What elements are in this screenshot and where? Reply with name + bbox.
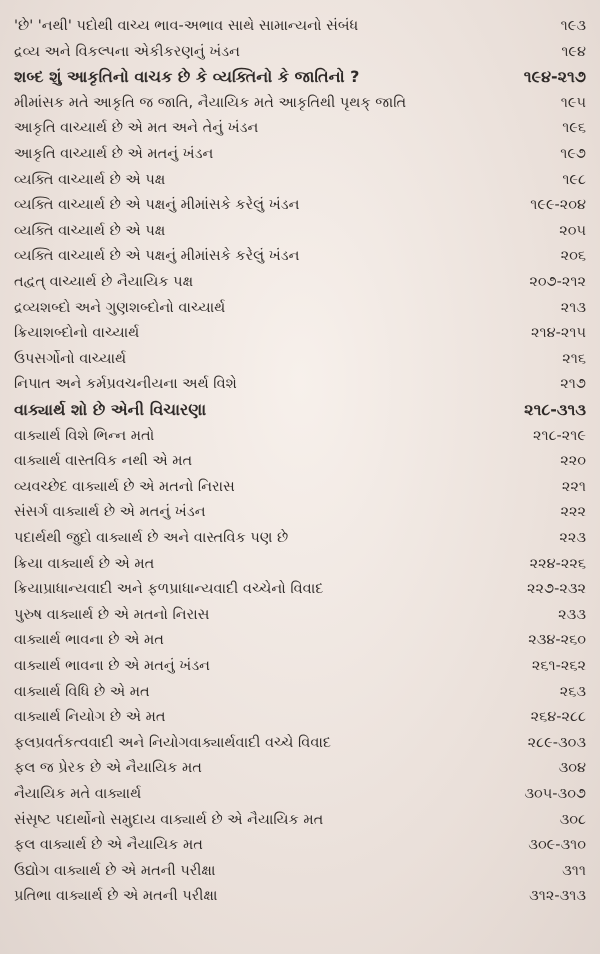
toc-entry-title: નૈયાયિક મતે વાક્યાર્થ <box>14 786 142 802</box>
toc-entry-page: ૨૬૪-૨૮૮ <box>530 709 586 726</box>
toc-entry-title: વાક્યાર્થ વિશે ભિન્ન મતો <box>14 427 155 444</box>
toc-entry-page: ૧૯૬ <box>562 120 586 137</box>
toc-entry-title: નિપાત અને કર્મપ્રવચનીયના અર્થ વિશે <box>14 376 237 393</box>
toc-entry-page: ૨૧૮-૨૧૯ <box>532 427 586 444</box>
toc-entry-title: આકૃતિ વાચ્યાર્થ છે એ મત અને તેનું ખંડન <box>14 120 259 137</box>
toc-entry-page: ૨૧૮-૩૧૩ <box>524 400 586 419</box>
toc-entry-page: ૧૯૯-૨૦૪ <box>530 197 586 214</box>
toc-entry <box>14 451 586 471</box>
toc-entry-title: ક્રિયા વાક્યાર્થ છે એ મત <box>14 555 155 572</box>
toc-entry <box>14 246 586 266</box>
toc-entry-title: મીમાંસક મતે આકૃતિ જ જાતિ, નૈયાયિક મતે આકૃતિથી પૃથક્ જાતિ <box>14 94 407 111</box>
toc-entry <box>14 810 586 830</box>
toc-entry-title: વાક્યાર્થ વિધિ છે એ મત <box>14 683 150 700</box>
toc-entry-page: ૧૯૩ <box>560 18 586 34</box>
toc-entry-page: ૧૯૪-૨૧૭ <box>523 67 586 87</box>
toc-entry <box>14 42 586 62</box>
toc-entry <box>14 707 586 727</box>
toc-entry-page: ૨૦૭-૨૧૨ <box>529 274 586 290</box>
toc-entry-page: ૨૨૦ <box>560 453 586 470</box>
toc-entry-page: ૧૯૪ <box>561 43 586 60</box>
toc-entry-page: ૨૨૩ <box>559 530 586 546</box>
toc-entry <box>14 528 586 548</box>
toc-section-heading <box>14 400 586 420</box>
toc-entry <box>14 16 586 36</box>
toc-entry <box>14 605 586 625</box>
toc-entry <box>14 272 586 292</box>
toc-entry <box>14 733 586 753</box>
toc-entry-title: સંસર્ગ વાક્યાર્થ છે એ મતનું ખંડન <box>14 504 206 521</box>
toc-entry <box>14 656 586 676</box>
toc-entry-page: ૨૦૫ <box>559 222 586 239</box>
toc-entry-title: દ્રવ્ય અને વિકલ્પના એકીકરણનું ખંડન <box>14 43 240 60</box>
toc-entry-title: પુરુષ વાક્યાર્થ છે એ મતનો નિરાસ <box>14 606 210 623</box>
toc-entry-page: ૨૬૩ <box>559 683 586 700</box>
toc-entry-title: પદાર્થથી જુદો વાક્યાર્થ છે અને વાસ્તવિક પણ છે <box>14 530 289 546</box>
toc-entry-title: ફલપ્રવર્તકત્વવાદી અને નિયોગવાક્યાર્થવાદી વચ્ચે વિવાદ <box>14 734 332 751</box>
toc-entry <box>14 502 586 522</box>
toc-entry <box>14 579 586 599</box>
toc-entry-page: ૨૦૬ <box>560 248 586 265</box>
toc-entry-title: વાક્યાર્થ શો છે એની વિચારણા <box>14 400 207 419</box>
toc-entry-title: વ્યવચ્છેદ વાક્યાર્થ છે એ મતનો નિરાસ <box>14 478 235 495</box>
toc-entry-title: ફલ વાક્યાર્થ છે એ નૈયાયિક મત <box>14 837 203 854</box>
toc-entry <box>14 323 586 343</box>
toc-entry-title: વ્યક્તિ વાચ્યાર્થ છે એ પક્ષ <box>14 222 166 239</box>
toc-entry-page: ૨૧૭ <box>560 376 586 393</box>
toc-entry-page: ૧૯૫ <box>560 94 586 111</box>
toc-entry-title: ક્રિયાપ્રાધાન્યવાદી અને ફળપ્રાધાન્યવાદી વચ્ચેનો વિવાદ <box>14 581 324 598</box>
toc-entry-title: ક્રિયાશબ્દોનો વાચ્યાર્થ <box>14 325 140 342</box>
toc-entry <box>14 682 586 702</box>
toc-entry-page: ૨૧૩ <box>560 299 586 316</box>
toc-entry-page: ૨૨૧ <box>561 478 586 495</box>
toc-section-heading <box>14 67 586 87</box>
toc-entry <box>14 554 586 574</box>
toc-entry-title: તદ્વત્ વાચ્યાર્થ છે નૈયાયિક પક્ષ <box>14 274 194 290</box>
toc-entry <box>14 477 586 497</box>
toc-entry <box>14 170 586 190</box>
toc-entry-page: ૨૬૧-૨૬૨ <box>531 658 586 674</box>
toc-entry <box>14 195 586 215</box>
toc-entry-page: ૩૦૫-૩૦૭ <box>524 786 586 802</box>
toc-entry <box>14 886 586 906</box>
toc-entry-page: ૩૧૨-૩૧૩ <box>529 888 586 905</box>
toc-entry-title: ઉપસર્ગોનો વાચ્યાર્થ <box>14 350 127 367</box>
toc-entry-title: વાક્યાર્થ ભાવના છે એ મત <box>14 632 164 649</box>
toc-entry <box>14 784 586 804</box>
toc-entry-title: આકૃતિ વાચ્યાર્થ છે એ મતનું ખંડન <box>14 146 214 162</box>
toc-entry-page: ૨૩૩ <box>558 606 586 623</box>
toc-entry-title: વ્યક્તિ વાચ્યાર્થ છે એ પક્ષનું મીમાંસકે કરેલું ખંડન <box>14 248 300 265</box>
toc-entry <box>14 374 586 394</box>
toc-entry-page: ૨૩૪-૨૬૦ <box>528 632 586 649</box>
toc-entry <box>14 758 586 778</box>
toc-entry <box>14 118 586 138</box>
toc-entry <box>14 298 586 318</box>
toc-entry-page: ૨૧૪-૨૧૫ <box>531 325 586 342</box>
toc-entry <box>14 861 586 881</box>
toc-entry <box>14 835 586 855</box>
toc-entry-title: ઉદ્યોગ વાક્યાર્થ છે એ મતની પરીક્ષા <box>14 862 216 879</box>
toc-entry-title: વ્યક્તિ વાચ્યાર્થ છે એ પક્ષનું મીમાંસકે કરેલું ખંડન <box>14 197 300 214</box>
toc-entry-title: દ્રવ્યશબ્દો અને ગુણશબ્દોનો વાચ્યાર્થ <box>14 299 226 316</box>
toc-entry <box>14 221 586 241</box>
toc-entry-page: ૩૦૯-૩૧૦ <box>528 837 586 854</box>
toc-entry-title: શબ્દ શું આકૃતિનો વાચક છે કે વ્યક્તિનો કે જાતિનો ? <box>14 67 360 87</box>
toc-entry-page: ૧૯૮ <box>562 171 586 188</box>
toc-entry-title: સંસૃષ્ટ પદાર્થોનો સમુદાય વાક્યાર્થ છે એ નૈયાયિક મત <box>14 811 324 828</box>
toc-entry-page: ૩૧૧ <box>562 862 586 879</box>
toc-entry-page: ૨૮૯-૩૦૩ <box>527 734 586 751</box>
toc-entry-page: ૧૯૭ <box>560 146 586 162</box>
toc-entry-page: ૨૨૭-૨૩૨ <box>526 581 586 598</box>
toc-entry-title: વાક્યાર્થ વાસ્તવિક નથી એ મત <box>14 453 193 470</box>
toc-entry-page: ૩૦૮ <box>559 811 586 828</box>
toc-entry-page: ૨૨૪-૨૨૬ <box>529 555 586 572</box>
toc-entry-title: 'છે' 'નથી' પદોથી વાચ્ય ભાવ-અભાવ સાથે સામાન્યનો સંબંધ <box>14 18 359 34</box>
toc-entry-title: પ્રતિભા વાક્યાર્થ છે એ મતની પરીક્ષા <box>14 888 218 905</box>
toc-entry-page: ૩૦૪ <box>558 760 586 777</box>
toc-entry-title: વાક્યાર્થ નિયોગ છે એ મત <box>14 709 166 726</box>
toc-entry <box>14 349 586 369</box>
toc-entry-page: ૨૨૨ <box>560 504 586 521</box>
toc-entry-page: ૨૧૬ <box>562 350 586 367</box>
toc-entry <box>14 426 586 446</box>
toc-entry-title: વ્યક્તિ વાચ્યાર્થ છે એ પક્ષ <box>14 171 166 188</box>
toc-entry <box>14 93 586 113</box>
toc-entry <box>14 144 586 164</box>
toc-entry <box>14 630 586 650</box>
toc-entry-title: વાક્યાર્થ ભાવના છે એ મતનું ખંડન <box>14 658 210 674</box>
toc-entry-title: ફલ જ પ્રેરક છે એ નૈયાયિક મત <box>14 760 202 777</box>
